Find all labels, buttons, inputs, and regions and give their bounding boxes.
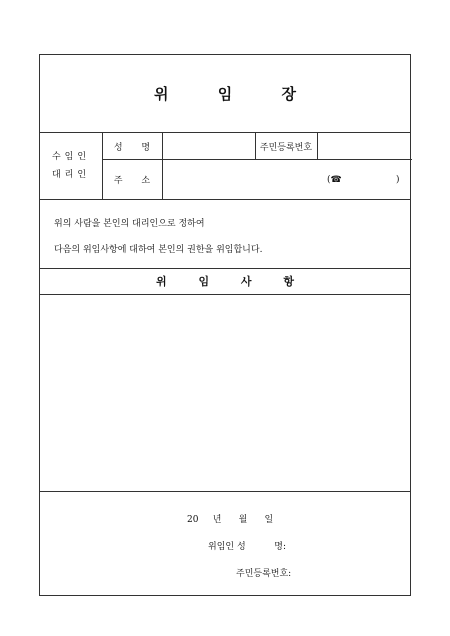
recipient-label-line1: 수임인 bbox=[51, 152, 91, 162]
address-field[interactable] bbox=[162, 159, 412, 199]
resident-id-label: 주민등록번호 bbox=[259, 142, 313, 153]
matters-title: 위 임 사 항 bbox=[156, 275, 308, 288]
power-of-attorney-form bbox=[39, 54, 411, 596]
name-label: 성 명 bbox=[113, 142, 159, 153]
date-line: 20 년 월 일 bbox=[187, 515, 274, 525]
statement-line-1: 위의 사람을 본인의 대리인으로 정하여 bbox=[54, 219, 205, 229]
document-title: 위 임 장 bbox=[40, 55, 410, 133]
phone-close: ) bbox=[396, 175, 400, 185]
phone-open: (☎ bbox=[327, 175, 342, 185]
recipient-label bbox=[40, 133, 102, 199]
recipient-label-line2: 대리인 bbox=[51, 170, 91, 180]
statement-line-2: 다음의 위임사항에 대하여 본인의 권한을 위임합니다. bbox=[54, 245, 263, 255]
matters-field[interactable] bbox=[40, 295, 412, 491]
delegator-id-line: 주민등록번호: bbox=[236, 569, 292, 579]
delegator-name-line: 위임인 성 명: bbox=[208, 542, 286, 552]
divider bbox=[40, 491, 410, 492]
name-field[interactable] bbox=[162, 133, 255, 159]
divider bbox=[40, 199, 410, 200]
address-label: 주 소 bbox=[113, 175, 159, 186]
resident-id-field[interactable] bbox=[317, 133, 412, 159]
